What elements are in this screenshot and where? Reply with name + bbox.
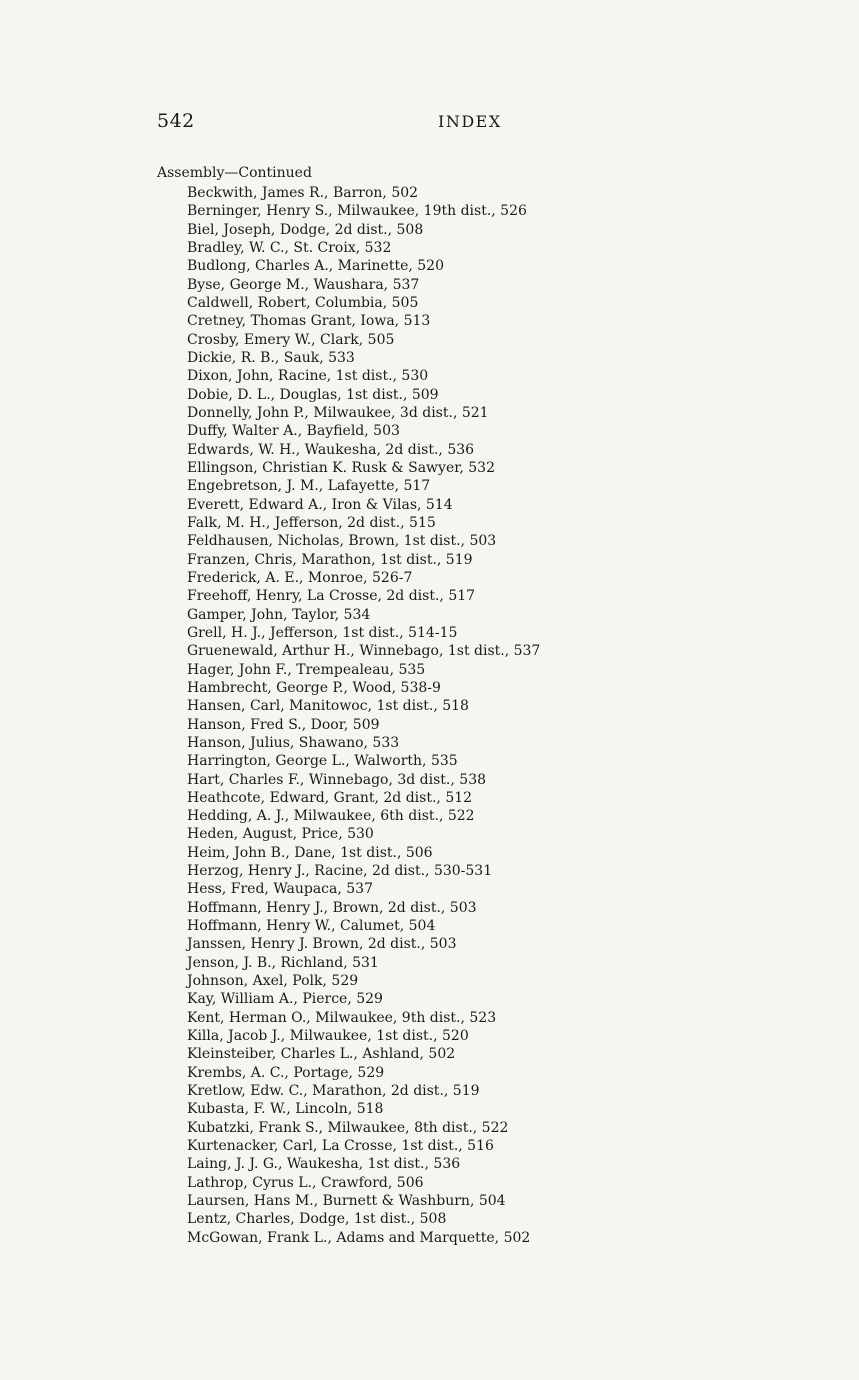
index-entry: McGowan, Frank L., Adams and Marquette, 502 bbox=[187, 1229, 531, 1246]
index-entry: Johnson, Axel, Polk, 529 bbox=[187, 973, 359, 990]
index-entry: Feldhausen, Nicholas, Brown, 1st dist., 503 bbox=[187, 533, 497, 550]
index-entry: Kretlow, Edw. C., Marathon, 2d dist., 519 bbox=[187, 1083, 480, 1100]
index-entry: Frederick, A. E., Monroe, 526-7 bbox=[187, 569, 413, 586]
index-entry: Hart, Charles F., Winnebago, 3d dist., 538 bbox=[187, 771, 487, 788]
index-entry: Donnelly, John P., Milwaukee, 3d dist., 521 bbox=[187, 404, 489, 421]
index-entry: Hansen, Carl, Manitowoc, 1st dist., 518 bbox=[187, 698, 469, 715]
index-entry: Hoffmann, Henry J., Brown, 2d dist., 503 bbox=[187, 899, 477, 916]
index-entry: Dickie, R. B., Sauk, 533 bbox=[187, 349, 355, 366]
index-entry: Cretney, Thomas Grant, Iowa, 513 bbox=[187, 313, 431, 330]
index-entry: Kubatzki, Frank S., Milwaukee, 8th dist., 522 bbox=[187, 1119, 509, 1136]
index-entry: Hess, Fred, Waupaca, 537 bbox=[187, 881, 373, 898]
index-entry: Berninger, Henry S., Milwaukee, 19th dist., 526 bbox=[187, 203, 527, 220]
section-heading: Assembly—Continued bbox=[157, 165, 312, 181]
index-entry: Budlong, Charles A., Marinette, 520 bbox=[187, 258, 444, 275]
index-entry: Laursen, Hans M., Burnett & Washburn, 504 bbox=[187, 1193, 506, 1210]
index-entry: Bradley, W. C., St. Croix, 532 bbox=[187, 239, 392, 256]
index-entry: Gamper, John, Taylor, 534 bbox=[187, 606, 371, 623]
index-entry: Biel, Joseph, Dodge, 2d dist., 508 bbox=[187, 221, 424, 238]
running-head: INDEX bbox=[438, 112, 502, 131]
index-entry: Herzog, Henry J., Racine, 2d dist., 530-531 bbox=[187, 863, 493, 880]
index-entry: Kurtenacker, Carl, La Crosse, 1st dist., 516 bbox=[187, 1138, 494, 1155]
index-entry: Hanson, Fred S., Door, 509 bbox=[187, 716, 380, 733]
index-entry: Hambrecht, George P., Wood, 538-9 bbox=[187, 679, 441, 696]
index-entry: Crosby, Emery W., Clark, 505 bbox=[187, 331, 395, 348]
index-entry: Jenson, J. B., Richland, 531 bbox=[187, 954, 379, 971]
index-entry: Caldwell, Robert, Columbia, 505 bbox=[187, 294, 419, 311]
index-entry: Everett, Edward A., Iron & Vilas, 514 bbox=[187, 496, 453, 513]
index-entry: Edwards, W. H., Waukesha, 2d dist., 536 bbox=[187, 441, 475, 458]
index-entry-list bbox=[187, 184, 540, 1247]
index-entry: Lathrop, Cyrus L., Crawford, 506 bbox=[187, 1174, 424, 1191]
index-entry: Engebretson, J. M., Lafayette, 517 bbox=[187, 478, 431, 495]
index-entry: Janssen, Henry J. Brown, 2d dist., 503 bbox=[187, 936, 457, 953]
index-entry: Killa, Jacob J., Milwaukee, 1st dist., 520 bbox=[187, 1028, 469, 1045]
index-entry: Harrington, George L., Walworth, 535 bbox=[187, 753, 458, 770]
index-entry: Lentz, Charles, Dodge, 1st dist., 508 bbox=[187, 1211, 447, 1228]
index-entry: Grell, H. J., Jefferson, 1st dist., 514-15 bbox=[187, 624, 458, 641]
index-entry: Gruenewald, Arthur H., Winnebago, 1st dist., 537 bbox=[187, 643, 541, 660]
index-entry: Hoffmann, Henry W., Calumet, 504 bbox=[187, 918, 436, 935]
index-entry: Heim, John B., Dane, 1st dist., 506 bbox=[187, 844, 433, 861]
index-entry: Freehoff, Henry, La Crosse, 2d dist., 517 bbox=[187, 588, 476, 605]
index-entry: Ellingson, Christian K. Rusk & Sawyer, 532 bbox=[187, 459, 495, 476]
index-entry: Byse, George M., Waushara, 537 bbox=[187, 276, 420, 293]
index-entry: Heathcote, Edward, Grant, 2d dist., 512 bbox=[187, 789, 473, 806]
index-entry: Heden, August, Price, 530 bbox=[187, 826, 374, 843]
index-entry: Franzen, Chris, Marathon, 1st dist., 519 bbox=[187, 551, 473, 568]
index-entry: Dobie, D. L., Douglas, 1st dist., 509 bbox=[187, 386, 439, 403]
page-number: 542 bbox=[157, 110, 195, 132]
index-entry: Hager, John F., Trempealeau, 535 bbox=[187, 661, 426, 678]
index-entry: Kubasta, F. W., Lincoln, 518 bbox=[187, 1101, 384, 1118]
index-entry: Falk, M. H., Jefferson, 2d dist., 515 bbox=[187, 514, 436, 531]
index-entry: Kay, William A., Pierce, 529 bbox=[187, 991, 383, 1008]
index-entry: Duffy, Walter A., Bayfield, 503 bbox=[187, 423, 400, 440]
index-entry: Laing, J. J. G., Waukesha, 1st dist., 536 bbox=[187, 1156, 461, 1173]
index-entry: Kleinsteiber, Charles L., Ashland, 502 bbox=[187, 1046, 456, 1063]
index-entry: Hedding, A. J., Milwaukee, 6th dist., 522 bbox=[187, 808, 475, 825]
index-entry: Krembs, A. C., Portage, 529 bbox=[187, 1064, 385, 1081]
index-entry: Beckwith, James R., Barron, 502 bbox=[187, 185, 419, 201]
index-entry: Kent, Herman O., Milwaukee, 9th dist., 523 bbox=[187, 1009, 497, 1026]
index-entry: Hanson, Julius, Shawano, 533 bbox=[187, 734, 400, 751]
index-entry: Dixon, John, Racine, 1st dist., 530 bbox=[187, 368, 429, 385]
